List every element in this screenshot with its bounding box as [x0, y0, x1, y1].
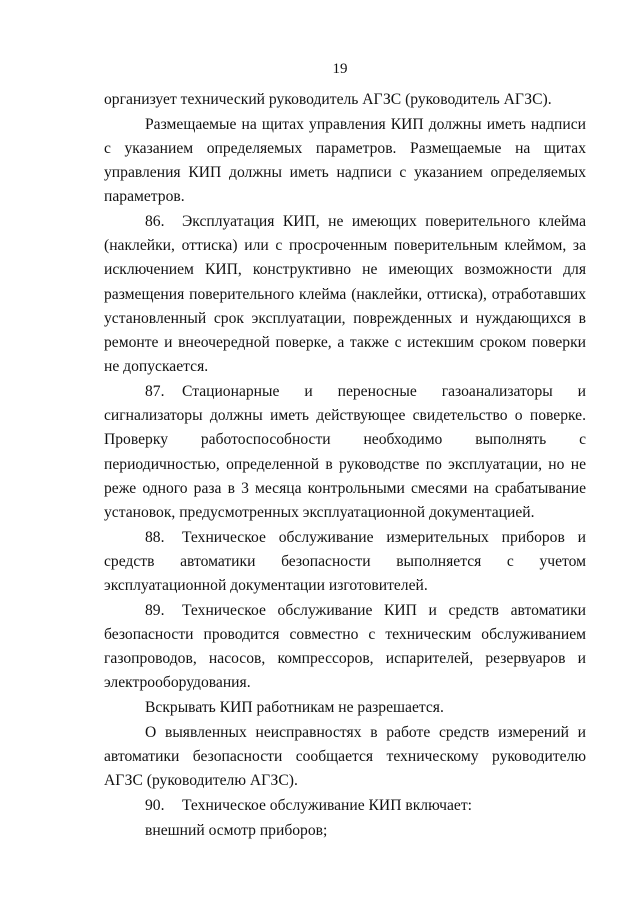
paragraph-number: 90.	[145, 796, 165, 814]
paragraph-90	[104, 794, 586, 818]
paragraph-text: внешний осмотр приборов;	[145, 821, 328, 839]
paragraph-text: Техническое обслуживание КИП включает:	[182, 796, 472, 814]
paragraph-text: О выявленных неисправностях в работе средств измерений и автоматики безопасности сообщается техническому руководителю АГЗС (руководителю АГЗС).	[104, 723, 586, 790]
paragraph-88	[104, 526, 586, 599]
paragraph-no-opening	[104, 696, 586, 720]
paragraph-number: 87.	[145, 382, 165, 400]
paragraph-number: 86.	[145, 213, 165, 231]
paragraph-faults-report	[104, 721, 586, 794]
paragraph-kip-labels	[104, 113, 586, 210]
page-number: 19	[332, 61, 348, 77]
paragraph-89	[104, 599, 586, 696]
paragraph-87	[104, 380, 586, 525]
paragraph-continuation	[104, 88, 586, 112]
paragraph-number: 89.	[145, 601, 165, 619]
paragraph-text: Вскрывать КИП работникам не разрешается.	[145, 699, 444, 717]
paragraph-number: 88.	[145, 528, 165, 546]
paragraph-text: организует технический руководитель АГЗС (руководитель АГЗС).	[104, 91, 552, 108]
paragraph-86	[104, 210, 586, 379]
document-body	[104, 88, 586, 843]
paragraph-text: Эксплуатация КИП, не имеющих поверительного клейма (наклейки, оттиска) или с просроченным поверительным клеймом, за исключением КИП, конструктивно не имеющих возможности для размещения поверительного клейма (наклейки, оттиска), отработавших установленный срок эксплуатации, поврежденных и нуждающихся в ремонте и внеочередной поверке, а также с истекшим сроком поверки не допускается.	[104, 213, 586, 376]
paragraph-visual-inspection	[104, 819, 586, 843]
paragraph-text: Стационарные и переносные газоанализаторы и сигнализаторы должны иметь действующее свидетельство о поверке. Проверку работоспособности необходимо выполнять с периодичностью, определенной в руководстве по эксплуатации, но не реже одного раза в 3 месяца контрольными смесями на срабатывание установок, предусмотренных эксплуатационной документацией.	[104, 382, 586, 521]
paragraph-text: Размещаемые на щитах управления КИП должны иметь надписи с указанием определяемых параметров. Размещаемые на щитах управления КИП должны иметь надписи с указанием определяемых параметров.	[104, 115, 586, 206]
paragraph-text: Техническое обслуживание измерительных приборов и средств автоматики безопасности выполняется с учетом эксплуатационной документации изготовителей.	[104, 528, 586, 595]
paragraph-text: Техническое обслуживание КИП и средств автоматики безопасности проводится совместно с техническим обслуживанием газопроводов, насосов, компрессоров, испарителей, резервуаров и электрооборудования.	[104, 601, 586, 692]
